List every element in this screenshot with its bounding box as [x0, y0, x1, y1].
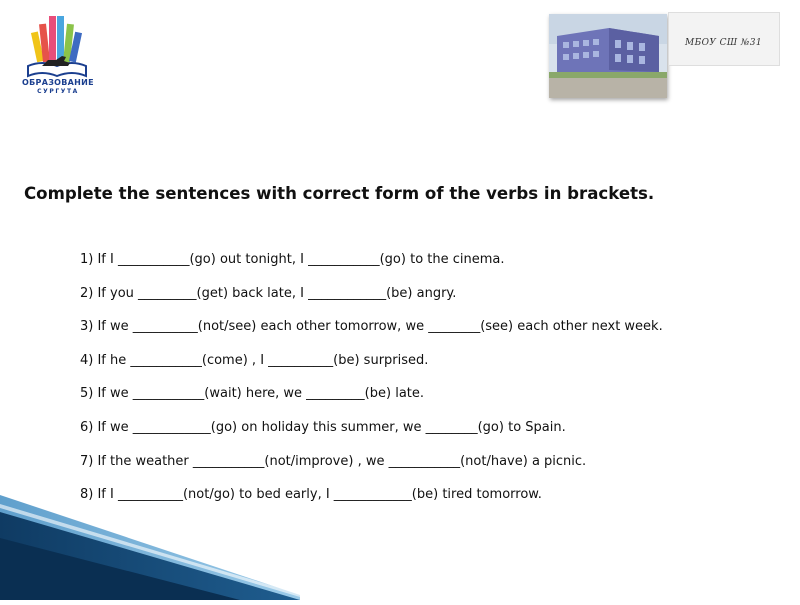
school-name: МБОУ СШ №31 [685, 38, 762, 48]
sentence-6: 6) If we ____________(go) on holiday this summer, we ________(go) to Spain. [80, 419, 566, 435]
sentence-3: 3) If we __________(not/see) each other tomorrow, we ________(see) each other next week. [80, 319, 663, 335]
school-photo [549, 14, 667, 98]
exercise-title: Complete the sentences with correct form of the verbs in brackets. [24, 184, 655, 203]
sentence-2: 2) If you _________(get) back late, I ____________(be) angry. [80, 285, 457, 301]
sentence-5: 5) If we ___________(wait) here, we _________(be) late. [80, 386, 425, 402]
logo-caption-line2: СУРГУТА [37, 88, 79, 95]
sentence-8: 8) If I __________(not/go) to bed early, I ____________(be) tired tomorrow. [80, 487, 542, 503]
sentence-4: 4) If he ___________(come) , I __________(be) surprised. [80, 352, 429, 368]
sentence-1: 1) If I ___________(go) out tonight, I ___________(go) to the cinema. [80, 252, 505, 267]
exercise-sentences [80, 250, 663, 519]
school-building-photo-icon [549, 14, 667, 98]
corner-swoosh-icon [0, 490, 300, 600]
corner-decoration [0, 490, 300, 600]
logo-caption [22, 78, 94, 96]
logo-caption-line1: ОБРАЗОВАНИЕ [22, 78, 94, 87]
sentence-7: 7) If the weather ___________(not/improve) , we ___________(not/have) a picnic. [80, 453, 587, 469]
